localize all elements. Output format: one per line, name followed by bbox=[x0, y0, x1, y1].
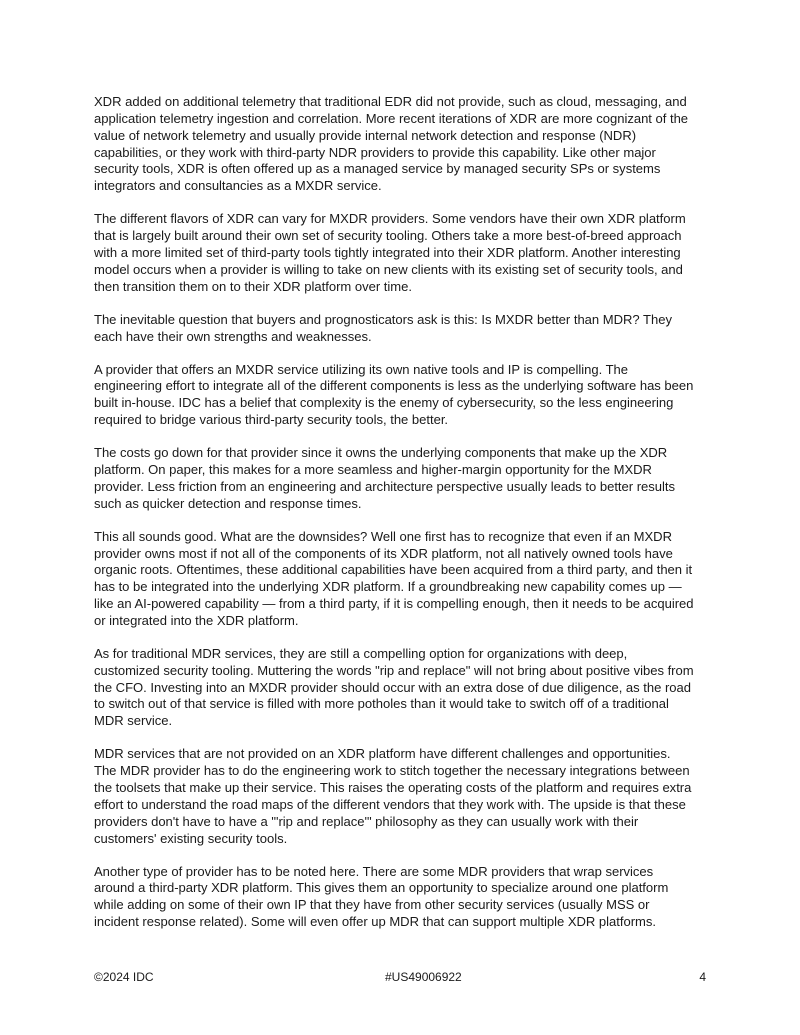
paragraph-costs: The costs go down for that provider since it owns the underlying components that make up the XDR platform. On paper, this makes for a more seamless and higher-margin opportunity for the MXDR provider. Less friction from an engineering and architecture perspective usually leads to better results such as quicker detection and response times. bbox=[94, 445, 675, 511]
page-footer bbox=[94, 970, 706, 986]
paragraph-third-party-xdr: Another type of provider has to be noted here. There are some MDR providers that wrap services around a third-party XDR platform. This gives them an opportunity to specialize around one platform while adding on some of their own IP that they have from other security services (usually MSS or incident response related). Some will even offer up MDR that can support multiple XDR platforms. bbox=[94, 863, 669, 930]
footer-page-number: 4 bbox=[699, 970, 706, 984]
document-body bbox=[94, 94, 694, 947]
paragraph-downsides: This all sounds good. What are the downsides? Well one first has to recognize that even if an MXDR provider owns most if not all of the components of its XDR platform, not all natively owned tools have organic roots. Oftentimes, these additional capabilities have been acquired from a third party, and then it has to be integrated into the underlying XDR platform. If a groundbreaking new capability comes up — like an AI-powered capability — from a third party, if it is compelling enough, then it needs to be acquired or integrated into the XDR platform. bbox=[94, 528, 694, 628]
paragraph-xdr-telemetry: XDR added on additional telemetry that traditional EDR did not provide, such as cloud, messaging, and application telemetry ingestion and correlation. More recent iterations of XDR are more cognizant of the value of network telemetry and usually provide internal network detection and response (NDR) capabilities, or they work with third-party NDR providers to provide this capability. Like other major security tools, XDR is often offered up as a managed service by managed security SPs or systems integrators and consultancies as a MXDR service. bbox=[94, 94, 689, 194]
footer-document-id: #US49006922 bbox=[385, 970, 462, 984]
footer-copyright: ©2024 IDC bbox=[94, 970, 154, 984]
paragraph-mdr-non-xdr: MDR services that are not provided on an XDR platform have different challenges and opportunities. The MDR provider has to do the engineering work to stitch together the necessary integrations between the toolsets that make up their service. This raises the operating costs of the platform and requires extra effort to understand the road maps of the different vendors that they work with. The upside is that these providers don't have to have a "'rip and replace'" philosophy as they can usually work with their customers' existing security tools. bbox=[94, 746, 692, 846]
paragraph-native-tools: A provider that offers an MXDR service utilizing its own native tools and IP is compelling. The engineering effort to integrate all of the different components is less as the underlying software has been built in-house. IDC has a belief that complexity is the enemy of cybersecurity, so the less engineering required to bridge various third-party security tools, the better. bbox=[94, 361, 694, 428]
paragraph-traditional-mdr: As for traditional MDR services, they are still a compelling option for organizations with deep, customized security tooling. Muttering the words "rip and replace" will not bring about positive vibes from the CFO. Investing into an MXDR provider should occur with an extra dose of due diligence, as the road to switch out of that service is filled with more potholes than it would take to switch off of a traditional MDR service. bbox=[94, 645, 694, 729]
paragraph-mxdr-vs-mdr-question: The inevitable question that buyers and prognosticators ask is this: Is MXDR better than MDR? They each have their own strengths and weaknesses. bbox=[94, 311, 672, 344]
paragraph-xdr-flavors: The different flavors of XDR can vary for MXDR providers. Some vendors have their own XDR platform that is largely built around their own set of security tooling. Others take a more best-of-breed approach with a more limited set of third-party tools tightly integrated into their XDR platform. Another interesting model occurs when a provider is willing to take on new clients with its existing set of security tools, and then transition them on to their XDR platform over time. bbox=[94, 211, 686, 294]
